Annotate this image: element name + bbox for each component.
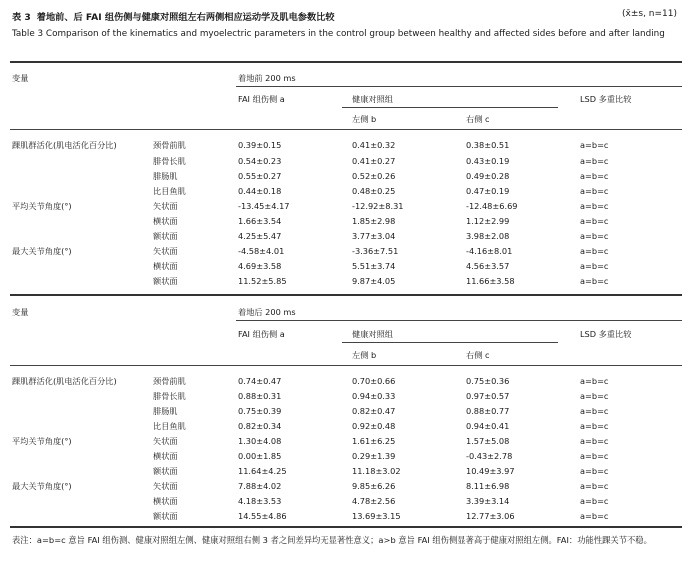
value-fai: 0.75±0.39 [238, 406, 282, 416]
value-right: 8.11±6.98 [466, 481, 510, 491]
row-sub-label: 矢状面 [153, 481, 178, 491]
row-group-label: 平均关节角度(°) [12, 436, 72, 446]
table-title-cn [12, 9, 335, 23]
row-sub-label: 额状面 [153, 231, 178, 241]
bottom-rule [10, 526, 682, 528]
value-lsd: a=b=c [580, 140, 609, 150]
value-right: 4.56±3.57 [466, 261, 510, 271]
value-right: 11.66±3.58 [466, 276, 515, 286]
value-left: -12.92±8.31 [352, 201, 404, 211]
period-rule [236, 86, 682, 87]
value-fai: -4.58±4.01 [238, 246, 285, 256]
value-lsd: a=b=c [580, 216, 609, 226]
value-fai: 0.44±0.18 [238, 186, 282, 196]
row-sub-label: 腓骨长肌 [153, 156, 186, 166]
value-left: 11.18±3.02 [352, 466, 401, 476]
value-lsd: a=b=c [580, 376, 609, 386]
value-right: 3.39±3.14 [466, 496, 510, 506]
value-left: 0.70±0.66 [352, 376, 396, 386]
value-fai: 1.30±4.08 [238, 436, 282, 446]
value-lsd: a=b=c [580, 231, 609, 241]
header-bottom-rule [10, 129, 682, 130]
value-fai: 4.69±3.58 [238, 261, 282, 271]
header-fai: FAI 组伤侧 a [238, 94, 285, 104]
row-group-label: 踝肌群活化(肌电活化百分比) [12, 140, 117, 150]
value-lsd: a=b=c [580, 261, 609, 271]
table-title-text: 着地前、后 FAI 组伤侧与健康对照组左右两侧相应运动学及肌电参数比较 [36, 12, 335, 23]
row-sub-label: 比目鱼肌 [153, 421, 186, 431]
value-lsd: a=b=c [580, 451, 609, 461]
period-rule [236, 320, 682, 321]
header-right: 右侧 c [466, 350, 490, 360]
row-sub-label: 矢状面 [153, 436, 178, 446]
table-footnote: 表注：a=b=c 意旨 FAI 组伤测、健康对照组左侧、健康对照组右侧 3 者之间差异均无显著性意义；a>b 意旨 FAI 组伤侧显著高于健康对照组左侧。FAI：功能性踝关节不稳。 [12, 535, 652, 545]
value-right: 0.49±0.28 [466, 171, 510, 181]
value-right: 10.49±3.97 [466, 466, 515, 476]
value-lsd: a=b=c [580, 496, 609, 506]
value-right: 12.77±3.06 [466, 511, 515, 521]
value-fai: 11.64±4.25 [238, 466, 287, 476]
value-right: 0.43±0.19 [466, 156, 510, 166]
value-fai: 7.88±4.02 [238, 481, 282, 491]
value-lsd: a=b=c [580, 406, 609, 416]
value-left: 0.29±1.39 [352, 451, 396, 461]
value-right: -0.43±2.78 [466, 451, 513, 461]
row-group-label: 最大关节角度(°) [12, 481, 72, 491]
header-period: 着地后 200 ms [238, 307, 296, 317]
top-rule [10, 61, 682, 63]
value-fai: 0.55±0.27 [238, 171, 282, 181]
header-lsd: LSD 多重比较 [580, 94, 632, 104]
header-left: 左侧 b [352, 114, 377, 124]
row-sub-label: 额状面 [153, 466, 178, 476]
table-title-en: Table 3 Comparison of the kinematics and myoelectric parameters in the control group between healthy and affected sides before and after landing [12, 29, 665, 39]
value-lsd: a=b=c [580, 511, 609, 521]
value-fai: 11.52±5.85 [238, 276, 287, 286]
value-lsd: a=b=c [580, 156, 609, 166]
value-lsd: a=b=c [580, 201, 609, 211]
value-left: 0.41±0.32 [352, 140, 396, 150]
value-lsd: a=b=c [580, 246, 609, 256]
row-sub-label: 横状面 [153, 451, 178, 461]
row-sub-label: 横状面 [153, 496, 178, 506]
value-left: 13.69±3.15 [352, 511, 401, 521]
value-fai: 0.39±0.15 [238, 140, 282, 150]
value-right: 0.88±0.77 [466, 406, 510, 416]
header-fai: FAI 组伤侧 a [238, 329, 285, 339]
value-fai: -13.45±4.17 [238, 201, 290, 211]
statistic-note: (x̄±s, n=11) [622, 9, 677, 19]
row-sub-label: 腓骨长肌 [153, 391, 186, 401]
value-lsd: a=b=c [580, 466, 609, 476]
value-fai: 14.55±4.86 [238, 511, 287, 521]
value-right: 1.12±2.99 [466, 216, 510, 226]
value-left: 0.94±0.33 [352, 391, 396, 401]
value-lsd: a=b=c [580, 186, 609, 196]
header-variable: 变量 [12, 307, 29, 317]
row-sub-label: 颈骨前肌 [153, 376, 186, 386]
header-period: 着地前 200 ms [238, 73, 296, 83]
value-lsd: a=b=c [580, 171, 609, 181]
value-left: 3.77±3.04 [352, 231, 396, 241]
header-healthy: 健康对照组 [352, 94, 393, 104]
row-sub-label: 横状面 [153, 261, 178, 271]
value-right: 0.38±0.51 [466, 140, 510, 150]
healthy-rule [342, 107, 558, 108]
row-sub-label: 额状面 [153, 511, 178, 521]
value-fai: 4.25±5.47 [238, 231, 282, 241]
value-right: 3.98±2.08 [466, 231, 510, 241]
header-variable: 变量 [12, 73, 29, 83]
value-lsd: a=b=c [580, 276, 609, 286]
value-left: 5.51±3.74 [352, 261, 396, 271]
row-group-label: 踝肌群活化(肌电活化百分比) [12, 376, 117, 386]
healthy-rule [342, 342, 558, 343]
value-left: 1.61±6.25 [352, 436, 396, 446]
value-lsd: a=b=c [580, 421, 609, 431]
header-healthy: 健康对照组 [352, 329, 393, 339]
table-number: 表 3 [12, 12, 31, 23]
value-right: -12.48±6.69 [466, 201, 518, 211]
section-divider-rule [10, 294, 682, 296]
value-left: 0.52±0.26 [352, 171, 396, 181]
value-right: 0.47±0.19 [466, 186, 510, 196]
value-right: 1.57±5.08 [466, 436, 510, 446]
row-sub-label: 矢状面 [153, 246, 178, 256]
row-sub-label: 比目鱼肌 [153, 186, 186, 196]
value-left: 0.82±0.47 [352, 406, 396, 416]
value-fai: 1.66±3.54 [238, 216, 282, 226]
value-fai: 0.54±0.23 [238, 156, 282, 166]
row-sub-label: 横状面 [153, 216, 178, 226]
value-fai: 4.18±3.53 [238, 496, 282, 506]
header-lsd: LSD 多重比较 [580, 329, 632, 339]
value-left: -3.36±7.51 [352, 246, 399, 256]
row-sub-label: 腓肠肌 [153, 406, 178, 416]
value-left: 9.87±4.05 [352, 276, 396, 286]
value-left: 9.85±6.26 [352, 481, 396, 491]
row-group-label: 最大关节角度(°) [12, 246, 72, 256]
value-fai: 0.74±0.47 [238, 376, 282, 386]
value-lsd: a=b=c [580, 481, 609, 491]
header-left: 左侧 b [352, 350, 377, 360]
value-left: 4.78±2.56 [352, 496, 396, 506]
value-left: 0.92±0.48 [352, 421, 396, 431]
value-right: 0.94±0.41 [466, 421, 510, 431]
row-sub-label: 额状面 [153, 276, 178, 286]
header-right: 右侧 c [466, 114, 490, 124]
row-sub-label: 颈骨前肌 [153, 140, 186, 150]
value-fai: 0.88±0.31 [238, 391, 282, 401]
row-group-label: 平均关节角度(°) [12, 201, 72, 211]
value-lsd: a=b=c [580, 391, 609, 401]
value-left: 1.85±2.98 [352, 216, 396, 226]
value-fai: 0.00±1.85 [238, 451, 282, 461]
value-left: 0.41±0.27 [352, 156, 396, 166]
row-sub-label: 腓肠肌 [153, 171, 178, 181]
header-bottom-rule [10, 365, 682, 366]
value-right: 0.75±0.36 [466, 376, 510, 386]
value-left: 0.48±0.25 [352, 186, 396, 196]
value-right: 0.97±0.57 [466, 391, 510, 401]
value-lsd: a=b=c [580, 436, 609, 446]
row-sub-label: 矢状面 [153, 201, 178, 211]
value-fai: 0.82±0.34 [238, 421, 282, 431]
value-right: -4.16±8.01 [466, 246, 513, 256]
